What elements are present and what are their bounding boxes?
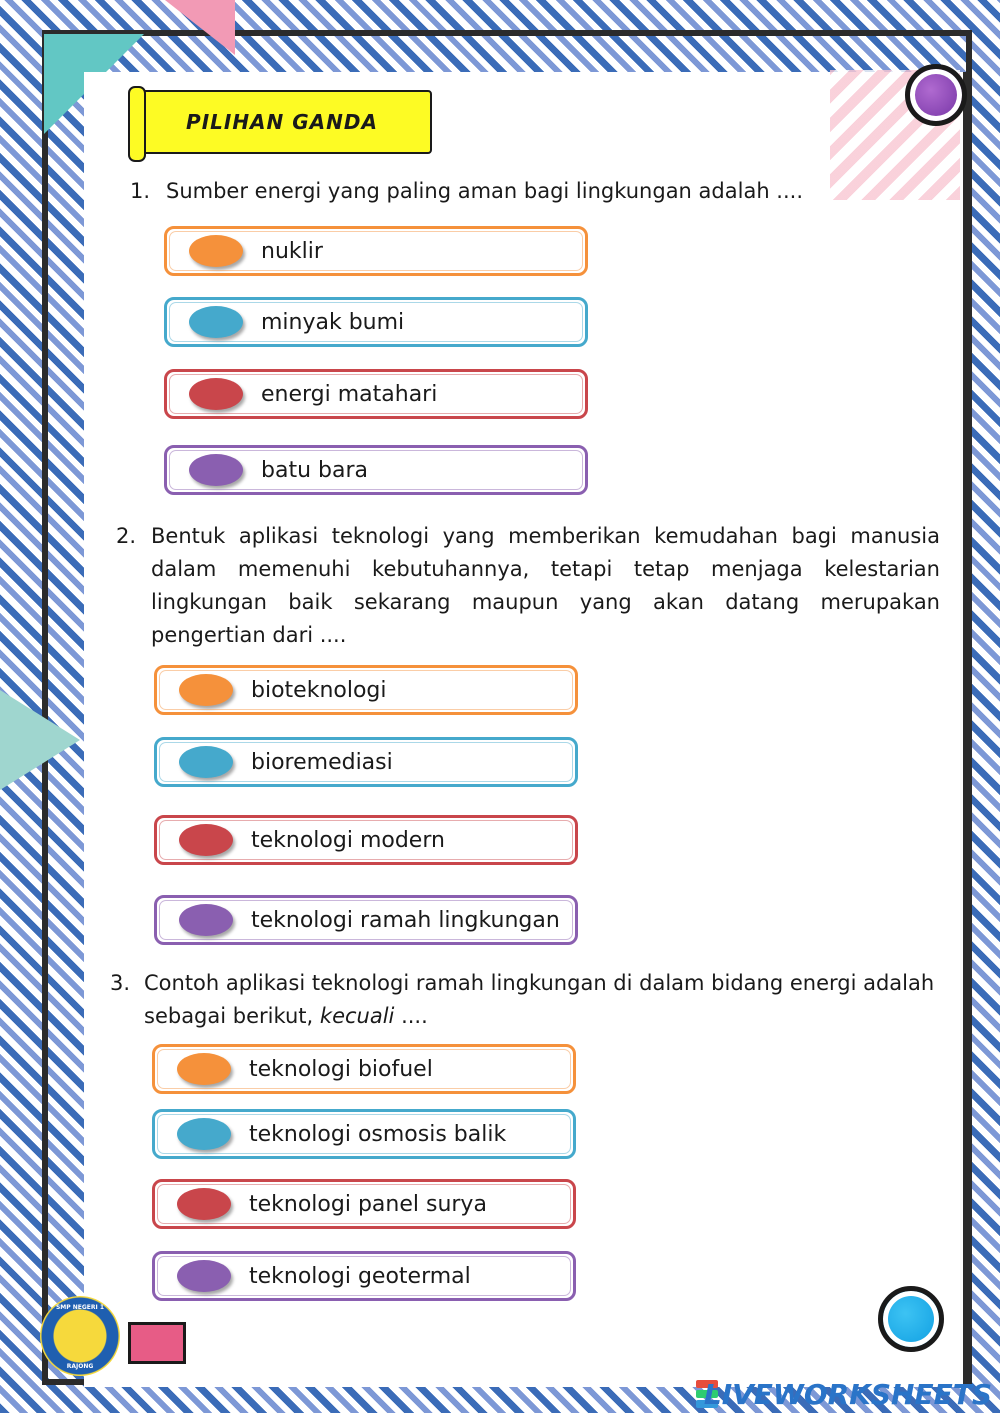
option-q3-b[interactable] [152,1109,576,1159]
option-bullet [179,746,233,778]
option-label: teknologi geotermal [249,1263,471,1289]
question-number: 3. [110,971,131,995]
logo-top-text: SMP NEGERI 1 [55,1304,105,1311]
question-number: 1. [130,179,151,203]
option-q1-c[interactable] [164,369,588,419]
option-q1-b[interactable] [164,297,588,347]
pink-bar-decoration [128,1322,186,1364]
option-bullet [189,454,243,486]
option-bullet [179,674,233,706]
option-label: bioteknologi [251,677,387,703]
page-title: PILIHAN GANDA [186,110,378,134]
option-q2-c[interactable] [154,815,578,865]
option-label: teknologi modern [251,827,445,853]
question-2 [116,520,940,652]
option-bullet [179,904,233,936]
option-q2-d[interactable] [154,895,578,945]
option-bullet [189,235,243,267]
option-bullet [177,1260,231,1292]
option-label: energi matahari [261,381,438,407]
option-bullet [177,1053,231,1085]
question-text: Sumber energi yang paling aman bagi lingkungan adalah .... [166,179,804,203]
title-banner [132,90,432,154]
option-label: teknologi biofuel [249,1056,433,1082]
option-q3-d[interactable] [152,1251,576,1301]
brand-logo[interactable]: LIVEWORKSHEETS [703,1378,992,1411]
question-3 [110,967,940,1033]
option-q3-a[interactable] [152,1044,576,1094]
option-q2-b[interactable] [154,737,578,787]
blue-dot-decoration [878,1286,944,1352]
question-text-main: Contoh aplikasi teknologi ramah lingkungan di dalam bidang energi adalah sebagai berikut, [144,971,935,1028]
question-text-italic: kecuali [319,1004,395,1028]
option-bullet [179,824,233,856]
option-label: teknologi osmosis balik [249,1121,507,1147]
option-bullet [177,1188,231,1220]
option-bullet [189,378,243,410]
option-q1-a[interactable] [164,226,588,276]
option-label: minyak bumi [261,309,405,335]
option-bullet [177,1118,231,1150]
option-label: teknologi ramah lingkungan [251,907,560,933]
option-label: nuklir [261,238,323,264]
option-bullet [189,306,243,338]
side-decoration [0,690,80,790]
option-label: bioremediasi [251,749,393,775]
question-text-end: .... [394,1004,428,1028]
corner-decoration-pink [165,0,235,55]
school-logo [40,1296,120,1376]
question-number: 2. [116,524,137,548]
option-q3-c[interactable] [152,1179,576,1229]
option-label: batu bara [261,457,368,483]
option-q1-d[interactable] [164,445,588,495]
option-label: teknologi panel surya [249,1191,487,1217]
question-text [144,967,940,1033]
question-text: Bentuk aplikasi teknologi yang memberikan kemudahan bagi manusia dalam memenuhi kebutuhannya, tetapi tetap menjaga kelestarian lingkungan baik sekarang maupun yang akan datang merupakan pengertian dari .... [151,524,940,647]
purple-dot-decoration [905,64,967,126]
option-q2-a[interactable] [154,665,578,715]
logo-bottom-text: RAJONG [66,1363,94,1370]
